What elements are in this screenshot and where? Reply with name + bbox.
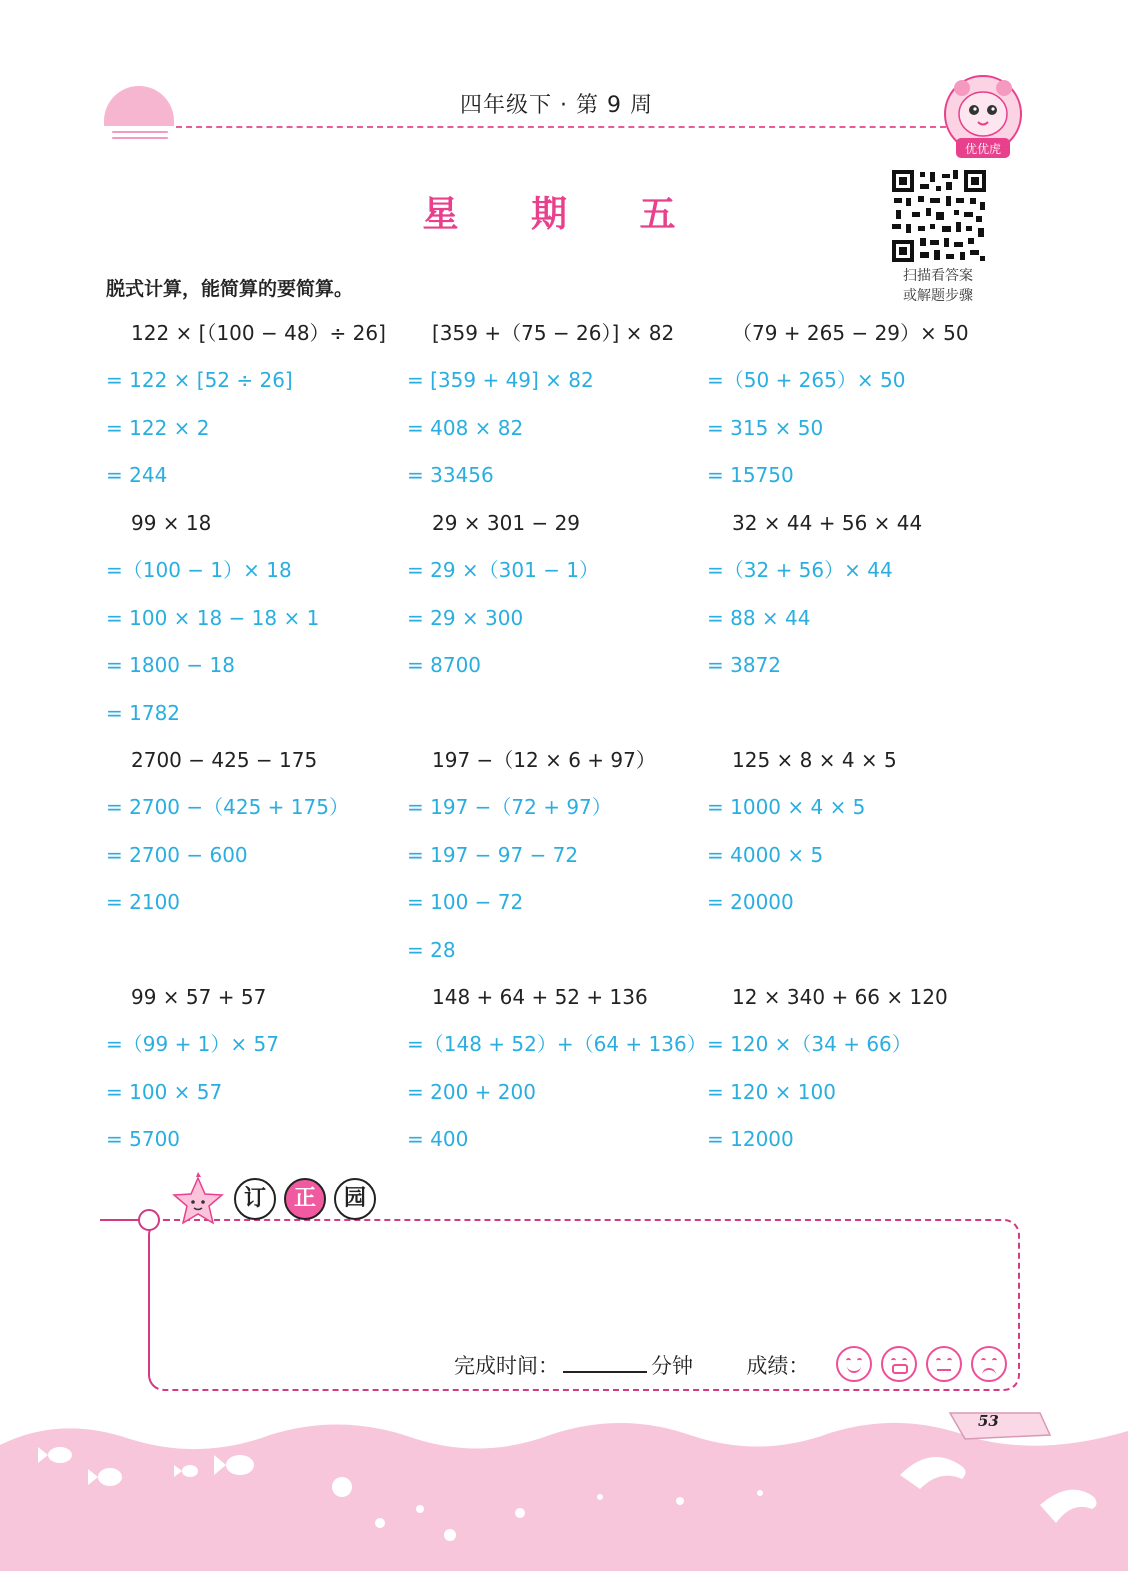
problem-block	[707, 737, 1007, 927]
solution-step: = 4000 × 5	[707, 842, 824, 867]
solution-step: = 12000	[707, 1127, 794, 1152]
mascot-label: 优优虎	[964, 142, 1002, 156]
solution-step: = 5700	[106, 1127, 181, 1152]
problem-block	[106, 500, 406, 737]
problem-question: （79 + 265 − 29）× 50	[732, 321, 969, 345]
solution-step: = 100 × 18 − 18 × 1	[106, 605, 320, 630]
solution-step: = 28	[407, 937, 456, 962]
problem-question: 2700 − 425 − 175	[131, 748, 318, 772]
problem-block	[106, 737, 406, 927]
grinning-face-icon[interactable]	[881, 1346, 917, 1382]
sea-wave-decoration	[0, 1405, 1128, 1571]
problem-block	[106, 974, 406, 1164]
qr-caption-line-2: 或解题步骤	[903, 288, 973, 304]
qr-caption	[880, 266, 996, 306]
problem-question: 148 + 64 + 52 + 136	[432, 985, 648, 1009]
solution-step: = 122 × 2	[106, 415, 210, 440]
time-blank[interactable]	[563, 1353, 647, 1373]
solution-step: = 2700 − 600	[106, 842, 248, 867]
solution-step: =（50 + 265）× 50	[707, 368, 906, 393]
correction-title	[234, 1178, 384, 1220]
solution-step: = 197 − 97 − 72	[407, 842, 579, 867]
solution-step: = 33456	[407, 463, 494, 488]
correction-badge: 正	[284, 1178, 326, 1220]
problem-question: 122 × [（100 − 48）÷ 26]	[131, 321, 386, 345]
solution-step: =（148 + 52）+（64 + 136）	[407, 1032, 707, 1057]
problem-question: 99 × 18	[131, 511, 212, 535]
instruction-text: 脱式计算，能简算的要简算。	[106, 278, 354, 300]
solution-step: = 2100	[106, 890, 181, 915]
solution-step: = 29 ×（301 − 1）	[407, 558, 600, 583]
problem-block	[407, 310, 707, 500]
header-title: 四年级下 · 第 9 周	[460, 93, 653, 118]
tiger-mascot-icon	[942, 74, 1024, 160]
problem-block	[707, 500, 1007, 690]
neutral-face-icon[interactable]	[926, 1346, 962, 1382]
solution-step: = 200 + 200	[407, 1079, 536, 1104]
solution-step: = 408 × 82	[407, 415, 524, 440]
solution-step: = 244	[106, 463, 168, 488]
problem-block	[707, 310, 1007, 500]
problem-question: 197 −（12 × 6 + 97）	[432, 748, 656, 772]
correction-node-circle	[138, 1209, 160, 1231]
solution-step: = 400	[407, 1127, 469, 1152]
problem-question: 99 × 57 + 57	[131, 985, 267, 1009]
problem-block	[407, 500, 707, 690]
solution-step: = 29 × 300	[407, 605, 524, 630]
completion-stats	[454, 1350, 809, 1380]
correction-badge: 园	[334, 1178, 376, 1220]
score-faces	[836, 1346, 1011, 1386]
header-divider	[176, 126, 946, 128]
solution-step: = 15750	[707, 463, 794, 488]
correction-badge: 订	[234, 1178, 276, 1220]
solution-step: = 1000 × 4 × 5	[707, 795, 866, 820]
horizon-lines	[112, 131, 168, 145]
solution-step: = 197 −（72 + 97）	[407, 795, 612, 820]
solution-step: = [359 + 49] × 82	[407, 368, 594, 393]
score-label: 成绩：	[746, 1354, 810, 1378]
qr-caption-line-1: 扫描看答案	[903, 268, 973, 284]
solution-step: = 20000	[707, 890, 794, 915]
star-icon	[168, 1172, 228, 1226]
solution-step: =（32 + 56）× 44	[707, 558, 893, 583]
solution-step: =（100 − 1）× 18	[106, 558, 292, 583]
qr-code-icon	[890, 168, 988, 264]
problem-question: 29 × 301 − 29	[432, 511, 581, 535]
laughing-face-icon[interactable]	[836, 1346, 872, 1382]
problem-block	[707, 974, 1007, 1164]
problem-question: [359 +（75 − 26）] × 82	[432, 321, 675, 345]
problem-question: 32 × 44 + 56 × 44	[732, 511, 923, 535]
page-number: 53	[978, 1412, 999, 1430]
page-title: 星 期 五	[422, 194, 706, 235]
problem-question: 125 × 8 × 4 × 5	[732, 748, 897, 772]
problem-block	[106, 310, 406, 500]
sad-face-icon[interactable]	[971, 1346, 1007, 1382]
solution-step: = 100 − 72	[407, 890, 524, 915]
problem-question: 12 × 340 + 66 × 120	[732, 985, 948, 1009]
solution-step: = 2700 −（425 + 175）	[106, 795, 349, 820]
time-label: 完成时间：	[454, 1354, 559, 1378]
solution-step: = 120 ×（34 + 66）	[707, 1032, 912, 1057]
solution-step: = 3872	[707, 653, 782, 678]
problem-block	[407, 737, 707, 974]
sun-decoration	[104, 86, 174, 126]
problem-block	[407, 974, 707, 1164]
solution-step: = 88 × 44	[707, 605, 811, 630]
solution-step: = 315 × 50	[707, 415, 824, 440]
solution-step: =（99 + 1）× 57	[106, 1032, 279, 1057]
solution-step: = 120 × 100	[707, 1079, 836, 1104]
time-unit: 分钟	[651, 1354, 693, 1378]
solution-step: = 8700	[407, 653, 482, 678]
solution-step: = 100 × 57	[106, 1079, 223, 1104]
solution-step: = 122 × [52 ÷ 26]	[106, 368, 293, 393]
solution-step: = 1800 − 18	[106, 653, 235, 678]
boat-icon	[950, 1413, 1050, 1439]
solution-step: = 1782	[106, 700, 181, 725]
